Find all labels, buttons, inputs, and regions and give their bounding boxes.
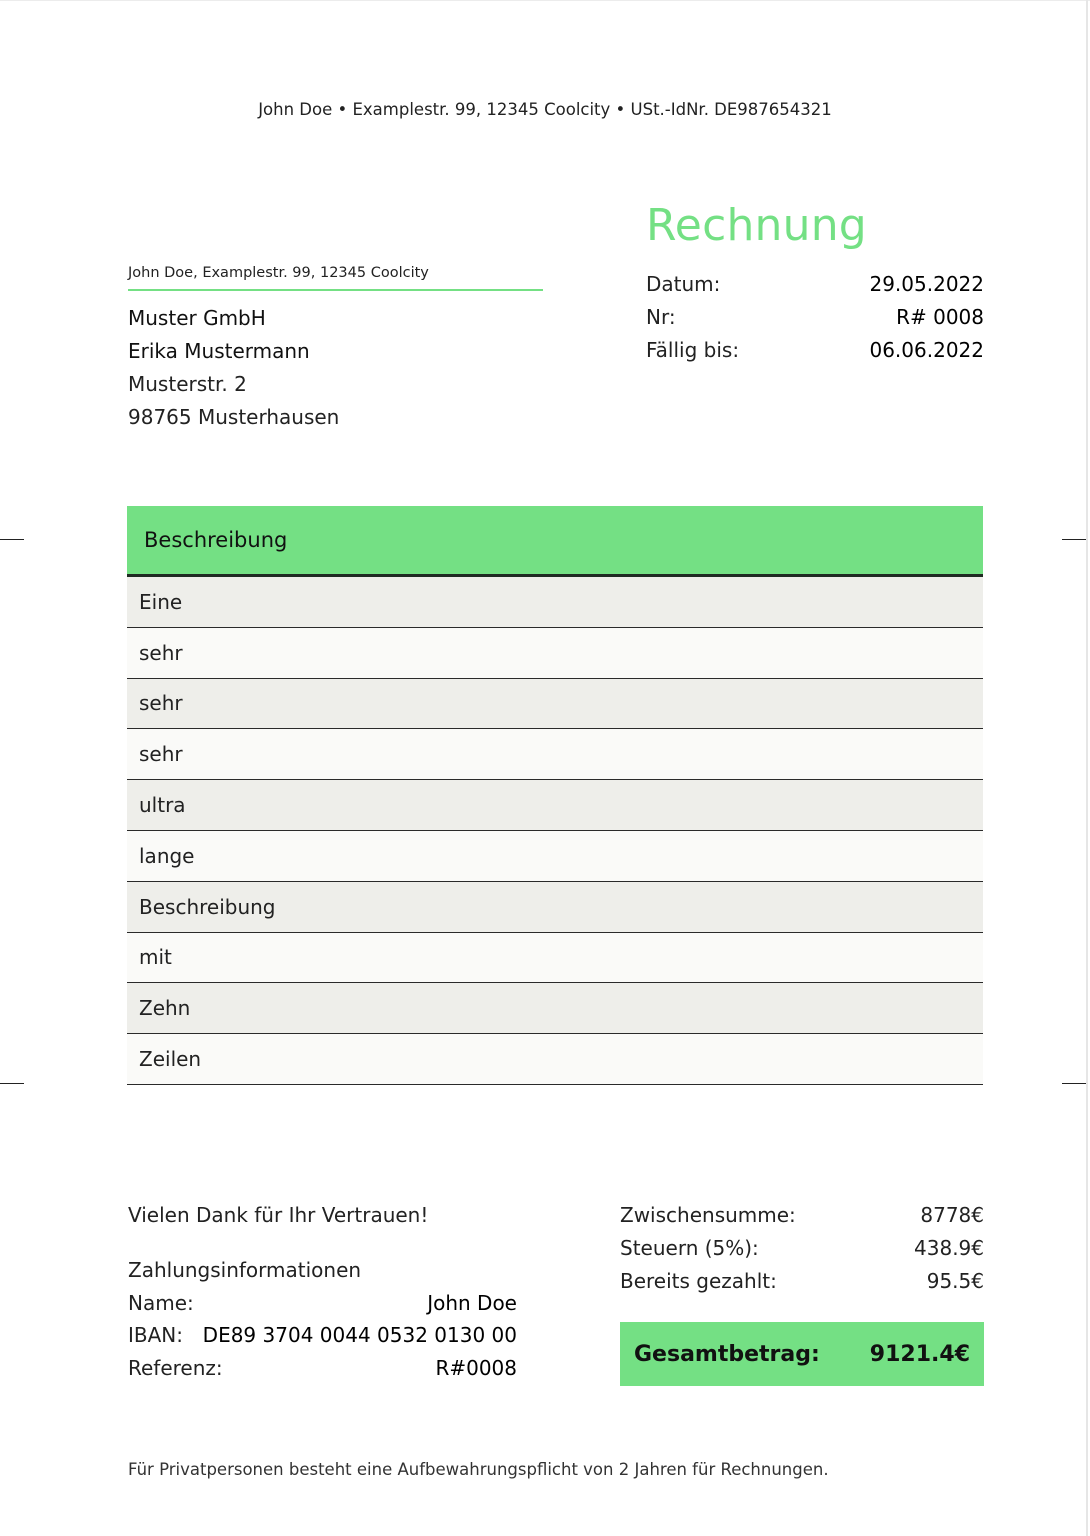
payment-reference bbox=[128, 1356, 517, 1380]
table-row: sehr bbox=[127, 729, 983, 780]
invoice-number-value: R# 0008 bbox=[896, 305, 984, 329]
payment-name bbox=[128, 1291, 517, 1315]
subtotal-label: Zwischensumme: bbox=[620, 1203, 796, 1227]
payment-reference-value: R#0008 bbox=[435, 1356, 517, 1380]
payment-iban bbox=[128, 1323, 517, 1347]
total-amount-box bbox=[620, 1322, 984, 1386]
invoice-due-value: 06.06.2022 bbox=[869, 338, 984, 362]
invoice-date-value: 29.05.2022 bbox=[869, 272, 984, 296]
already-paid bbox=[620, 1269, 984, 1293]
footer-note: Für Privatpersonen besteht eine Aufbewahrungspflicht von 2 Jahren für Rechnungen. bbox=[128, 1460, 829, 1479]
return-address-underline bbox=[128, 289, 543, 291]
invoice-due bbox=[646, 338, 984, 362]
payment-info-title: Zahlungsinformationen bbox=[128, 1258, 362, 1282]
payment-name-value: John Doe bbox=[427, 1291, 517, 1315]
payment-iban-label: IBAN: bbox=[128, 1323, 183, 1347]
payment-reference-label: Referenz: bbox=[128, 1356, 223, 1380]
tax-label: Steuern (5%): bbox=[620, 1236, 759, 1260]
total-amount-value: 9121.4€ bbox=[869, 1341, 970, 1367]
table-row: Zehn bbox=[127, 983, 983, 1034]
already-paid-label: Bereits gezahlt: bbox=[620, 1269, 777, 1293]
subtotal bbox=[620, 1203, 984, 1227]
items-table bbox=[127, 506, 983, 1085]
recipient-city: 98765 Musterhausen bbox=[128, 405, 340, 429]
fold-mark-left-bottom bbox=[0, 1083, 24, 1084]
payment-iban-value: DE89 3704 0044 0532 0130 00 bbox=[202, 1323, 517, 1347]
table-row: sehr bbox=[127, 679, 983, 730]
table-row: mit bbox=[127, 933, 983, 984]
table-row: Beschreibung bbox=[127, 882, 983, 933]
table-row: Eine bbox=[127, 577, 983, 628]
total-amount-label: Gesamtbetrag: bbox=[634, 1341, 820, 1367]
tax-value: 438.9€ bbox=[914, 1236, 984, 1260]
return-address: John Doe, Examplestr. 99, 12345 Coolcity bbox=[128, 265, 429, 281]
fold-mark-left-top bbox=[0, 539, 24, 540]
invoice-date bbox=[646, 272, 984, 296]
invoice-date-label: Datum: bbox=[646, 272, 721, 296]
table-row: Zeilen bbox=[127, 1034, 983, 1085]
sender-line: John Doe • Examplestr. 99, 12345 Coolcity • USt.-IdNr. DE987654321 bbox=[258, 100, 832, 119]
recipient-street: Musterstr. 2 bbox=[128, 372, 247, 396]
invoice-due-label: Fällig bis: bbox=[646, 338, 740, 362]
subtotal-value: 8778€ bbox=[920, 1203, 984, 1227]
thanks-message: Vielen Dank für Ihr Vertrauen! bbox=[128, 1203, 429, 1227]
items-header: Beschreibung bbox=[127, 506, 983, 577]
page-edge-right bbox=[1086, 0, 1088, 1536]
recipient-name: Erika Mustermann bbox=[128, 339, 310, 363]
invoice-number bbox=[646, 305, 984, 329]
table-row: lange bbox=[127, 831, 983, 882]
table-row: ultra bbox=[127, 780, 983, 831]
fold-mark-right-top bbox=[1062, 539, 1086, 540]
fold-mark-right-bottom bbox=[1062, 1083, 1086, 1084]
tax bbox=[620, 1236, 984, 1260]
page-edge-top bbox=[0, 0, 1090, 1]
payment-name-label: Name: bbox=[128, 1291, 194, 1315]
table-row: sehr bbox=[127, 628, 983, 679]
recipient-company: Muster GmbH bbox=[128, 306, 266, 330]
already-paid-value: 95.5€ bbox=[926, 1269, 984, 1293]
invoice-title: Rechnung bbox=[646, 200, 867, 251]
invoice-number-label: Nr: bbox=[646, 305, 676, 329]
